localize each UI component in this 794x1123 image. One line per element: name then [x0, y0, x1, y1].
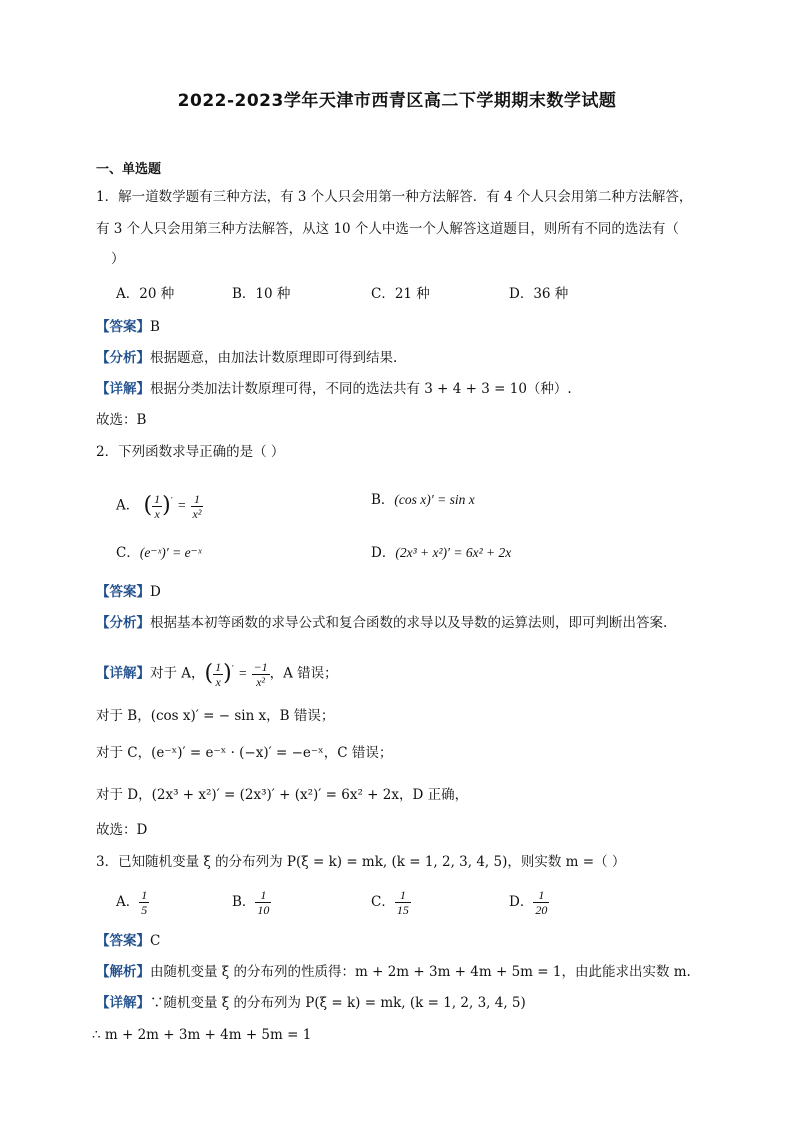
- analysis-tag: 【解析】: [96, 964, 150, 980]
- answer-tag: 【答案】: [96, 319, 150, 335]
- detail-text: ∵随机变量 ξ 的分布列为 P(ξ = k) = mk, (k = 1, 2, 3, 4, 5): [150, 995, 526, 1011]
- analysis-tag: 【分析】: [96, 615, 150, 631]
- q3-option-a: A． $\frac{1}{5}$: [116, 888, 148, 917]
- fraction: $\frac{1}{x}$: [154, 491, 161, 521]
- detail-tag: 【详解】: [96, 995, 150, 1011]
- q1-option-b: B．10 种: [232, 286, 291, 302]
- option-label: B．: [371, 492, 395, 508]
- q1-answer: [96, 317, 160, 337]
- q2-option-b: [371, 490, 475, 510]
- q2-detail-a: 【详解】对于 A，( $\frac{1}{x}$ )′ = $\frac{-1}{\text{x²}}$ ，A 错误；: [96, 659, 338, 689]
- answer-value: B: [150, 319, 160, 335]
- q2-option-d: [371, 543, 511, 563]
- q1-stem-line2: 有 3 个人只会用第三种方法解答，从这 10 个人中选一个人解答这道题目，则所有不同的选法有（: [96, 221, 679, 237]
- option-expression: (2x³ + x²)′ = 6x² + 2x: [395, 545, 512, 560]
- option-label: A．: [116, 497, 140, 514]
- detail-tag: 【详解】: [96, 665, 150, 682]
- detail-tag: 【详解】: [96, 381, 150, 397]
- analysis-text: 根据题意，由加法计数原理即可得到结果.: [150, 350, 398, 366]
- option-label: C．: [116, 545, 140, 561]
- q1-stem-line1: 1．解一道数学题有三种方法，有 3 个人只会用第一种方法解答．有 4 个人只会用第二种方法解答，: [96, 189, 693, 205]
- answer-value: D: [150, 584, 161, 600]
- option-expression: (e⁻ˣ)′ = e⁻ˣ: [139, 545, 202, 560]
- fraction: $\frac{1}{x}$: [215, 659, 222, 689]
- q3-detail: [96, 993, 526, 1013]
- q3-analysis: [96, 962, 691, 982]
- answer-tag: 【答案】: [96, 584, 150, 600]
- q2-option-a: A． ( $\frac{1}{x}$ )′ = $\frac{1}{\text{x²}}$: [116, 491, 202, 521]
- q3-option-d: D． $\frac{1}{20}$: [509, 888, 548, 917]
- q3-stem: 3．已知随机变量 ξ 的分布列为 P(ξ = k) = mk, (k = 1, 2, 3, 4, 5)，则实数 m =（ ）: [96, 854, 626, 870]
- q3-answer: [96, 931, 160, 951]
- q3-option-c: C． $\frac{1}{15}$: [371, 888, 409, 917]
- q1-option-d: D．36 种: [509, 286, 569, 302]
- q1-option-a: A．20 种: [116, 286, 175, 302]
- answer-value: C: [150, 933, 161, 949]
- q3-detail-last: ∴ m + 2m + 3m + 4m + 5m = 1: [92, 1027, 312, 1043]
- q1-choose: 故选：B: [96, 412, 147, 428]
- answer-tag: 【答案】: [96, 933, 150, 949]
- fraction: $\frac{1}{10}$: [257, 888, 270, 917]
- q2-choose: 故选：D: [96, 822, 148, 838]
- q1-analysis: [96, 348, 397, 368]
- fraction: $\frac{-1}{\text{x²}}$: [253, 659, 268, 689]
- fraction: $\frac{1}{20}$: [535, 888, 548, 917]
- q2-detail-c: 对于 C，(e⁻ˣ)′ = e⁻ˣ · (−x)′ = −e⁻ˣ，C 错误；: [96, 745, 393, 761]
- fraction: $\frac{1}{15}$: [396, 888, 409, 917]
- q2-stem: 2．下列函数求导正确的是（ ）: [96, 444, 285, 460]
- q2-detail-b: 对于 B，(cos x)′ = − sin x，B 错误；: [96, 708, 335, 724]
- detail-text: 根据分类加法计数原理可得，不同的选法共有 3 + 4 + 3 = 10（种）.: [150, 381, 572, 397]
- q1-option-c: C．21 种: [371, 286, 430, 302]
- q3-option-b: B． $\frac{1}{10}$: [232, 888, 270, 917]
- q2-detail-d: 对于 D，(2x³ + x²)′ = (2x³)′ + (x²)′ = 6x² + 2x，D 正确，: [96, 787, 469, 803]
- q2-answer: [96, 582, 161, 602]
- fraction: $\frac{1}{5}$: [141, 888, 148, 917]
- q1-detail: [96, 379, 572, 399]
- q1-stem-line3: ）: [111, 251, 125, 267]
- analysis-text: 根据基本初等函数的求导公式和复合函数的求导以及导数的运算法则，即可判断出答案.: [150, 615, 668, 631]
- page-title: 2022-2023学年天津市西青区高二下学期期末数学试题: [177, 91, 617, 111]
- option-expression: (cos x)′ = sin x: [394, 492, 475, 507]
- fraction: $\frac{1}{\text{x²}}$: [192, 491, 202, 521]
- section-heading: 一、单选题: [96, 162, 162, 177]
- analysis-text: 由随机变量 ξ 的分布列的性质得：m + 2m + 3m + 4m + 5m = 1，由此能求出实数 m.: [150, 964, 691, 980]
- analysis-tag: 【分析】: [96, 350, 150, 366]
- option-label: D．: [371, 545, 396, 561]
- q2-analysis: [96, 613, 667, 633]
- q2-option-c: [116, 543, 202, 563]
